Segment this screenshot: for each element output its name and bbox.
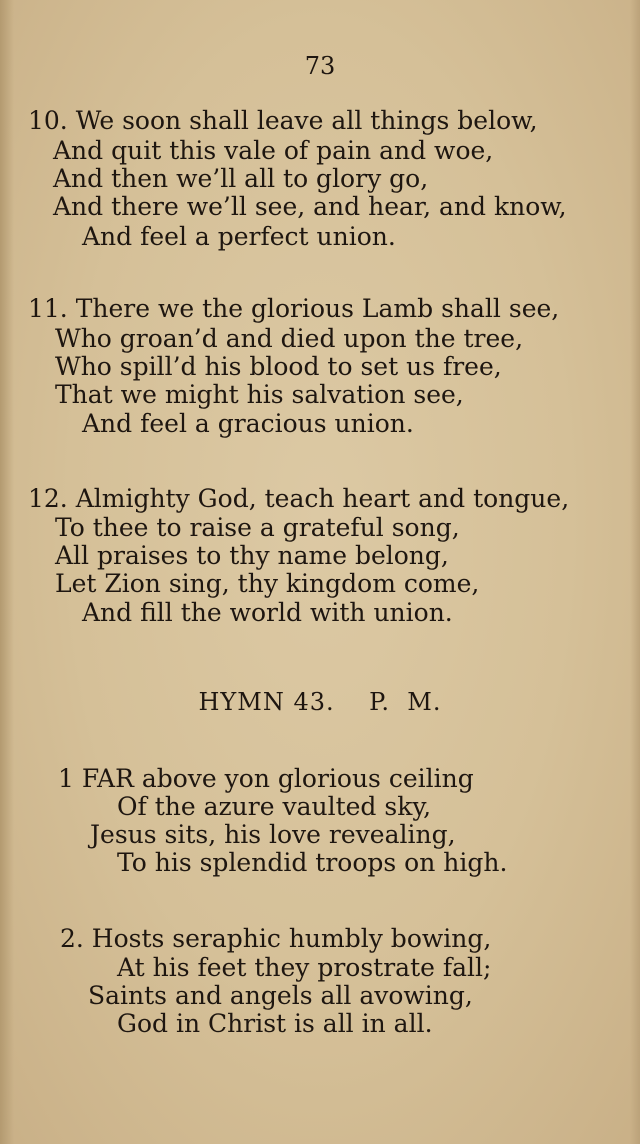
verse-11-line-3: Who spill’d his blood to set us free, <box>55 352 502 381</box>
verse-12-line-1: 12. Almighty God, teach heart and tongue, <box>28 484 570 513</box>
page-edge-shadow-left <box>0 0 14 1144</box>
page-edge-shadow-right <box>630 0 640 1144</box>
verse-10-line-4: And there we’ll see, and hear, and know, <box>53 192 567 221</box>
verse-12-line-3: All praises to thy name belong, <box>55 541 449 570</box>
verse-11-line-1: 11. There we the glorious Lamb shall see, <box>28 294 560 323</box>
hymn-verse-1-line-3: Jesus sits, his love revealing, <box>90 820 456 849</box>
hymn-verse-2-line-4: God in Christ is all in all. <box>117 1009 433 1038</box>
verse-10-line-3: And then we’ll all to glory go, <box>53 164 429 193</box>
hymn-verse-2-line-1: 2. Hosts seraphic humbly bowing, <box>60 924 492 953</box>
verse-12-line-5: And fill the world with union. <box>82 598 453 627</box>
hymn-verse-2-line-3: Saints and angels all avowing, <box>88 981 473 1010</box>
verse-12-line-2: To thee to raise a grateful song, <box>55 513 460 542</box>
verse-10-line-5: And feel a perfect union. <box>82 222 396 251</box>
hymn-verse-1-line-1: 1 FAR above yon glorious ceiling <box>58 764 474 793</box>
verse-10-line-1: 10. We soon shall leave all things below, <box>28 106 538 135</box>
verse-11-line-2: Who groan’d and died upon the tree, <box>55 324 524 353</box>
hymn-verse-1-line-2: Of the azure vaulted sky, <box>117 792 432 821</box>
page-number: 73 <box>304 52 336 80</box>
hymn-title: HYMN 43. P. M. <box>198 688 442 716</box>
verse-12-line-4: Let Zion sing, thy kingdom come, <box>55 569 480 598</box>
verse-10-line-2: And quit this vale of pain and woe, <box>53 136 494 165</box>
verse-11-line-4: That we might his salvation see, <box>55 380 464 409</box>
hymn-verse-2-line-2: At his feet they prostrate fall; <box>117 953 492 982</box>
hymn-verse-1-line-4: To his splendid troops on high. <box>117 848 508 877</box>
verse-11-line-5: And feel a gracious union. <box>82 409 414 438</box>
